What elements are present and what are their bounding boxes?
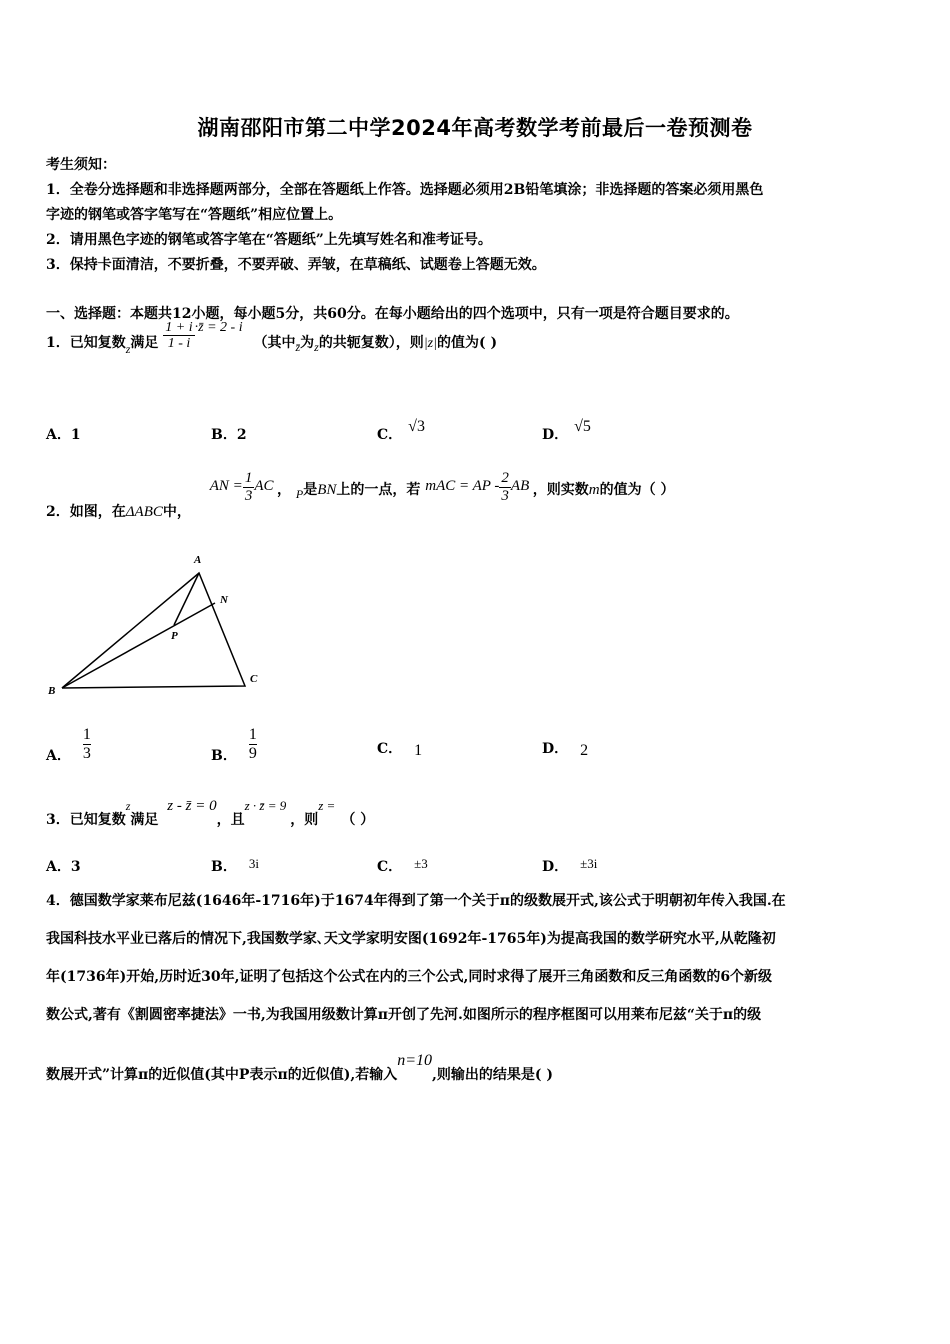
option-label: B． <box>211 427 237 443</box>
q1-z2: z <box>314 339 319 354</box>
option-den: 3 <box>82 744 91 762</box>
q3-eq1: z - z̄ = 0 <box>167 798 217 814</box>
option-label: B． <box>211 859 237 875</box>
option-value: ±3i <box>580 856 598 871</box>
q1-fraction <box>163 320 194 352</box>
q2-option-b[interactable] <box>211 726 259 774</box>
q1-zbar: z̄ <box>295 339 301 354</box>
notice-item-3: 3．保持卡面清洁，不要折叠，不要弄破、弄皱，在草稿纸、试题卷上答题无效。 <box>46 257 546 273</box>
q1-frac-den: 1 - i <box>167 336 191 352</box>
q3-z: z <box>125 799 131 813</box>
q2-eq1-den: 3 <box>244 487 253 504</box>
page-title: 湖南邵阳市第二中学2024年高考数学考前最后一卷预测卷 <box>197 116 753 140</box>
q2-is-on: 是 <box>303 482 318 499</box>
q1-option-c[interactable] <box>377 418 425 444</box>
q4-line-5b: ,则输出的结果是( ) <box>432 1067 553 1083</box>
triangle-figure <box>40 548 270 708</box>
q2-option-a[interactable] <box>46 726 93 774</box>
segment-ap <box>174 573 199 625</box>
q2-eq2-right: AB <box>510 478 530 495</box>
option-value: 1 <box>414 742 423 759</box>
q2-eq1-frac <box>243 470 255 504</box>
q3-option-a[interactable] <box>46 856 81 876</box>
q4-line-4: 数公式,著有《割圆密率捷法》一书,为我国用级数计算π开创了先河.如图所示的程序框图可以用莱布尼兹“关于π的级 <box>46 1007 762 1023</box>
option-label: A． <box>46 748 71 765</box>
option-label: D． <box>542 741 569 757</box>
q2-eq2-num: 2 <box>501 470 509 486</box>
option-value: ±3 <box>414 856 428 871</box>
option-label: A． <box>46 859 71 875</box>
q2-eq2-left: mAC = AP - <box>425 478 500 495</box>
section-1-heading: 一、选择题：本题共12小题，每小题5分，共60分。在每小题给出的四个选项中，只有一项是符合题目要求的。 <box>46 306 739 322</box>
question-1 <box>46 319 498 359</box>
q2-eq1-left: AN = <box>209 478 243 495</box>
q1-option-a[interactable] <box>46 424 81 444</box>
notice-item-1b: 字迹的钢笔或答字笔写在“答题纸”相应位置上。 <box>46 207 343 223</box>
q3-eq3: z = <box>318 798 336 813</box>
q2-option-c[interactable] <box>377 738 422 758</box>
q4-line-1: 4．德国数学家莱布尼兹(1646年-1716年)于1674年得到了第一个关于π的级数展开式,该公式于明朝初年传入我国.在 <box>46 893 786 909</box>
q2-eq2-frac <box>499 470 511 504</box>
option-value: 2 <box>236 427 247 443</box>
q2-tail: ，则实数 <box>532 482 589 499</box>
question-2 <box>46 470 675 521</box>
q4-line-5a: 数展开式”计算π的近似值(其中P表示π的近似值),若输入 <box>46 1067 398 1083</box>
q1-tail: 的值为( ) <box>436 334 498 351</box>
question-3 <box>46 795 375 828</box>
option-label: C． <box>377 741 403 757</box>
option-label: C． <box>377 427 403 443</box>
option-label: D． <box>542 427 569 443</box>
q2-eq2 <box>425 470 532 504</box>
q2-tri: ΔABC <box>125 504 163 521</box>
q1-z: z <box>125 341 131 356</box>
segment-bn <box>62 603 215 688</box>
notice-item-2: 2．请用黑色字迹的钢笔或答字笔在“答题纸”上先填写姓名和准考证号。 <box>46 232 492 248</box>
q1-option-b[interactable] <box>211 424 247 444</box>
q3-tail: （ ） <box>341 812 375 828</box>
q2-zhong: 中， <box>162 504 191 521</box>
notice-item-1a: 1．全卷分选择题和非选择题两部分，全部在答题纸上作答。选择题必须用2B铅笔填涂；非选择题的答案必须用黑色 <box>46 182 764 198</box>
q1-mid: 满足 <box>130 334 159 351</box>
q1-paren-open: （其中 <box>253 334 296 351</box>
label-n: N <box>220 594 228 606</box>
q3-option-c[interactable] <box>377 856 428 876</box>
q2-prefix: 2．如图，在 <box>46 504 126 521</box>
option-label: D． <box>542 859 569 875</box>
option-num: 1 <box>248 726 257 743</box>
option-fraction <box>81 726 93 762</box>
option-fraction <box>247 726 259 762</box>
option-label: B． <box>211 748 237 765</box>
q2-bn: BN <box>317 482 337 499</box>
q3-and: ，且 <box>216 812 245 828</box>
option-value: 3i <box>248 856 259 871</box>
label-b: B <box>48 685 56 697</box>
q2-eq2-den: 3 <box>501 487 509 504</box>
q4-line-2: 我国科技水平业已落后的情况下,我国数学家､天文学家明安图(1692年-1765年)为提高我国的数学研究水平,从乾隆初 <box>46 931 776 947</box>
option-value: √5 <box>574 418 591 435</box>
q1-frac-num: 1 + i <box>165 320 193 335</box>
label-c: C <box>250 673 258 685</box>
q1-eq-rest: ·z̄ = 2 - i <box>194 319 243 335</box>
q4-n-input: n=10 <box>397 1052 432 1069</box>
label-p: P <box>171 630 178 642</box>
q2-eq1 <box>209 470 277 504</box>
q1-prefix: 1．已知复数 <box>46 334 126 351</box>
q3-eq2: z · z̄ = 9 <box>244 798 287 813</box>
q1-paren-close: 的共轭复数），则 <box>318 334 424 351</box>
q2-upper: 上的一点，若 <box>336 482 421 499</box>
q1-wei: 为 <box>300 334 315 351</box>
q4-line-5 <box>46 1050 553 1083</box>
option-value: √3 <box>408 418 425 435</box>
notice-heading: 考生须知： <box>46 157 116 173</box>
option-den: 9 <box>248 744 257 762</box>
q3-then: ，则 <box>290 812 319 828</box>
q2-option-d[interactable] <box>542 738 588 758</box>
option-value: 2 <box>580 742 589 759</box>
q4-line-3: 年(1736年)开始,历时近30年,证明了包括这个公式在内的三个公式,同时求得了展开三角函数和反三角函数的6个新级 <box>46 969 773 985</box>
q3-option-b[interactable] <box>211 856 259 876</box>
q2-eq1-right: AC <box>254 478 274 495</box>
option-value: 1 <box>70 427 81 443</box>
q2-p: P <box>295 487 304 502</box>
q2-m: m <box>588 482 600 499</box>
option-label: A． <box>46 427 71 443</box>
q1-option-d[interactable] <box>542 418 591 444</box>
q1-absz: |z| <box>423 335 437 351</box>
q3-prefix: 3．已知复数 <box>46 812 126 828</box>
q2-tail2: 的值为（ ） <box>599 482 675 499</box>
triangle-abc <box>62 573 245 688</box>
q3-mid: 满足 <box>130 812 159 828</box>
option-num: 1 <box>82 726 91 743</box>
label-a: A <box>194 554 202 566</box>
option-value: 3 <box>70 859 81 875</box>
q2-eq1-num: 1 <box>244 470 253 486</box>
q3-option-d[interactable] <box>542 856 597 876</box>
q2-comma: ， <box>276 482 291 499</box>
option-label: C． <box>377 859 403 875</box>
